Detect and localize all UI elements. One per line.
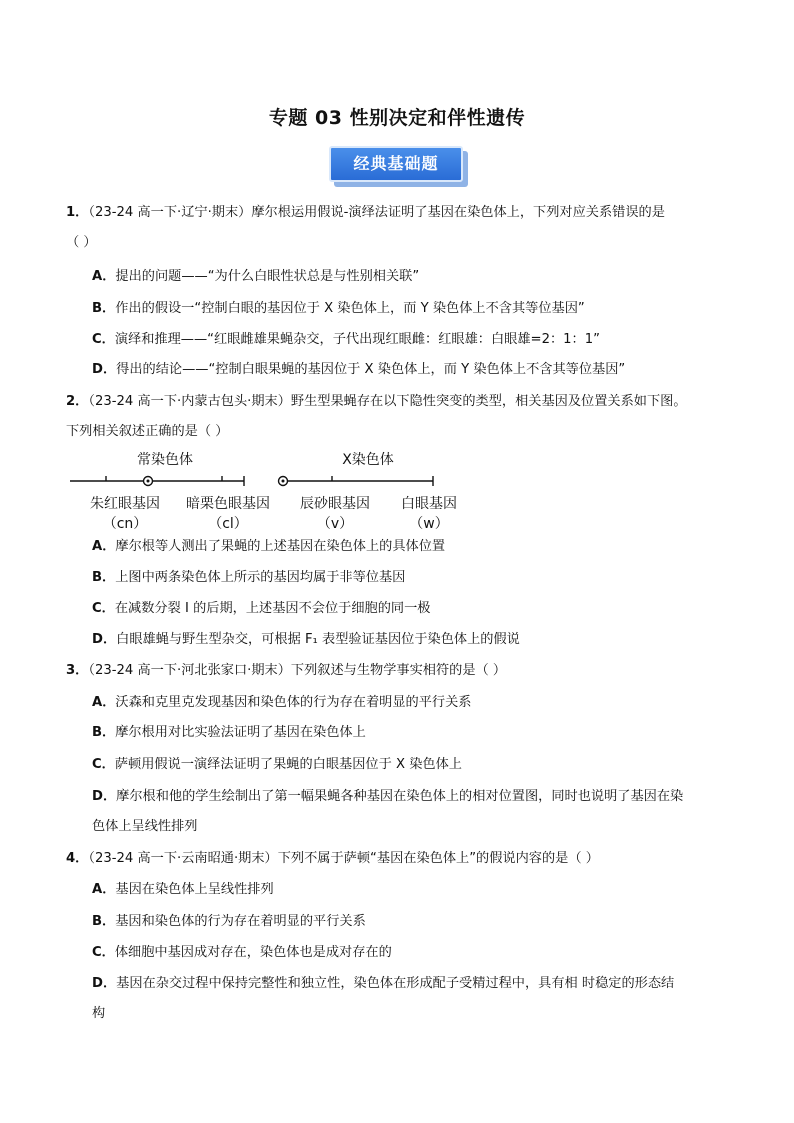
option-text: 基因在杂交过程中保持完整性和独立性，染色体在形成配子受精过程中，具有相 时稳定的形态结 xyxy=(116,976,675,991)
question-2-option-b[interactable] xyxy=(92,563,732,593)
option-text: 演绎和推理——“红眼雌雄果蝇杂交，子代出现红眼雌：红眼雄：白眼雄=2：1：1” xyxy=(114,332,600,347)
question-3-option-d-cont: 色体上呈线性排列 xyxy=(92,819,198,834)
question-4-stem xyxy=(66,844,734,874)
gene-v-symbol: （v） xyxy=(316,516,354,532)
autosome-centromere-dot xyxy=(147,480,150,483)
option-label: B． xyxy=(92,301,116,316)
option-label: C． xyxy=(92,945,115,960)
gene-cl-name: 暗栗色眼基因 xyxy=(186,496,270,512)
question-2-option-c[interactable] xyxy=(92,594,732,624)
page-title: 专题 03 性别决定和伴性遗传 xyxy=(268,107,526,129)
option-text: 基因在染色体上呈线性排列 xyxy=(115,882,274,897)
autosome-label: 常染色体 xyxy=(137,452,193,468)
x-centromere-dot xyxy=(282,480,285,483)
option-label: C． xyxy=(92,757,115,772)
option-text: 作出的假设一“控制白眼的基因位于 X 染色体上，而 Y 染色体上不含其等位基因” xyxy=(115,301,585,316)
question-2-stem xyxy=(66,387,734,417)
option-label: B． xyxy=(92,570,116,585)
option-label: D． xyxy=(92,976,117,991)
question-3-option-c[interactable] xyxy=(92,750,732,780)
question-4-option-a[interactable] xyxy=(92,875,732,905)
option-label: A． xyxy=(92,269,116,284)
question-4-option-b[interactable] xyxy=(92,907,732,937)
question-text: （23-24 高一下·云南昭通·期末）下列不属于萨顿“基因在染色体上”的假说内容的是（ ） xyxy=(88,851,599,866)
option-label: D． xyxy=(92,632,117,647)
question-text: （23-24 高一下·河北张家口·期末）下列叙述与生物学事实相符的是（ ） xyxy=(88,663,507,678)
question-2-stem-cont: 下列相关叙述正确的是（ ） xyxy=(66,424,229,439)
gene-cl-symbol: （cl） xyxy=(208,516,248,532)
question-2-option-a[interactable] xyxy=(92,532,732,562)
gene-w-name: 白眼基因 xyxy=(401,496,457,512)
gene-cn-name: 朱红眼基因 xyxy=(90,496,160,512)
option-label: D． xyxy=(92,789,117,804)
gene-v-name: 辰砂眼基因 xyxy=(300,496,370,512)
x-chromosome-label: X染色体 xyxy=(342,452,394,468)
option-text: 摩尔根用对比实验法证明了基因在染色体上 xyxy=(115,725,366,740)
question-4-option-d-cont: 构 xyxy=(92,1006,106,1021)
option-label: C． xyxy=(92,332,115,347)
gene-w-symbol: （w） xyxy=(409,516,449,532)
option-text: 提出的问题——“为什么白眼性状总是与性别相关联” xyxy=(115,269,420,284)
option-label: A． xyxy=(92,882,116,897)
question-2-option-d[interactable] xyxy=(92,625,732,655)
question-1-option-c[interactable] xyxy=(92,325,732,355)
question-text: （23-24 高一下·辽宁·期末）摩尔根运用假说-演绎法证明了基因在染色体上，下列对应关系错误的是 xyxy=(88,205,665,220)
question-4-option-c[interactable] xyxy=(92,938,732,968)
question-1-option-d[interactable] xyxy=(92,355,732,385)
question-1-option-b[interactable] xyxy=(92,294,732,324)
option-label: B． xyxy=(92,725,116,740)
option-text: 摩尔根和他的学生绘制出了第一幅果蝇各种基因在染色体上的相对位置图，同时也说明了基因在染 xyxy=(116,789,684,804)
question-3-option-a[interactable] xyxy=(92,688,732,718)
option-text: 基因和染色体的行为存在着明显的平行关系 xyxy=(115,914,366,929)
option-label: B． xyxy=(92,914,116,929)
question-1-stem xyxy=(66,198,734,228)
option-text: 体细胞中基因成对存在，染色体也是成对存在的 xyxy=(114,945,392,960)
question-4-option-d[interactable] xyxy=(92,969,732,999)
gene-cn-symbol: （cn） xyxy=(102,516,148,532)
question-3-stem xyxy=(66,656,734,686)
section-banner xyxy=(329,146,469,188)
option-text: 得出的结论——“控制白眼果蝇的基因位于 X 染色体上，而 Y 染色体上不含其等位基因” xyxy=(116,362,626,377)
question-number: 2． xyxy=(66,394,89,409)
option-text: 沃森和克里克发现基因和染色体的行为存在着明显的平行关系 xyxy=(115,695,472,710)
banner-label: 经典基础题 xyxy=(329,146,463,182)
option-text: 萨顿用假说一演绎法证明了果蝇的白眼基因位于 X 染色体上 xyxy=(114,757,462,772)
option-text: 在减数分裂 I 的后期，上述基因不会位于细胞的同一极 xyxy=(114,601,431,616)
option-text: 上图中两条染色体上所示的基因均属于非等位基因 xyxy=(115,570,406,585)
question-number: 3． xyxy=(66,663,89,678)
question-1-option-a[interactable] xyxy=(92,262,732,292)
option-text: 白眼雄蝇与野生型杂交，可根据 F₁ 表型验证基因位于染色体上的假说 xyxy=(116,632,520,647)
option-label: C． xyxy=(92,601,115,616)
question-1-paren: （ ） xyxy=(66,235,97,250)
question-3-option-b[interactable] xyxy=(92,718,732,748)
option-label: A． xyxy=(92,695,116,710)
chromosome-diagram xyxy=(66,447,526,535)
option-text: 摩尔根等人测出了果蝇的上述基因在染色体上的具体位置 xyxy=(115,539,446,554)
question-number: 1． xyxy=(66,205,89,220)
question-text: （23-24 高一下·内蒙古包头·期末）野生型果蝇存在以下隐性突变的类型，相关基因及位置关系如下图。 xyxy=(88,394,687,409)
option-label: D． xyxy=(92,362,117,377)
question-3-option-d[interactable] xyxy=(92,782,732,812)
question-number: 4． xyxy=(66,851,89,866)
option-label: A． xyxy=(92,539,116,554)
